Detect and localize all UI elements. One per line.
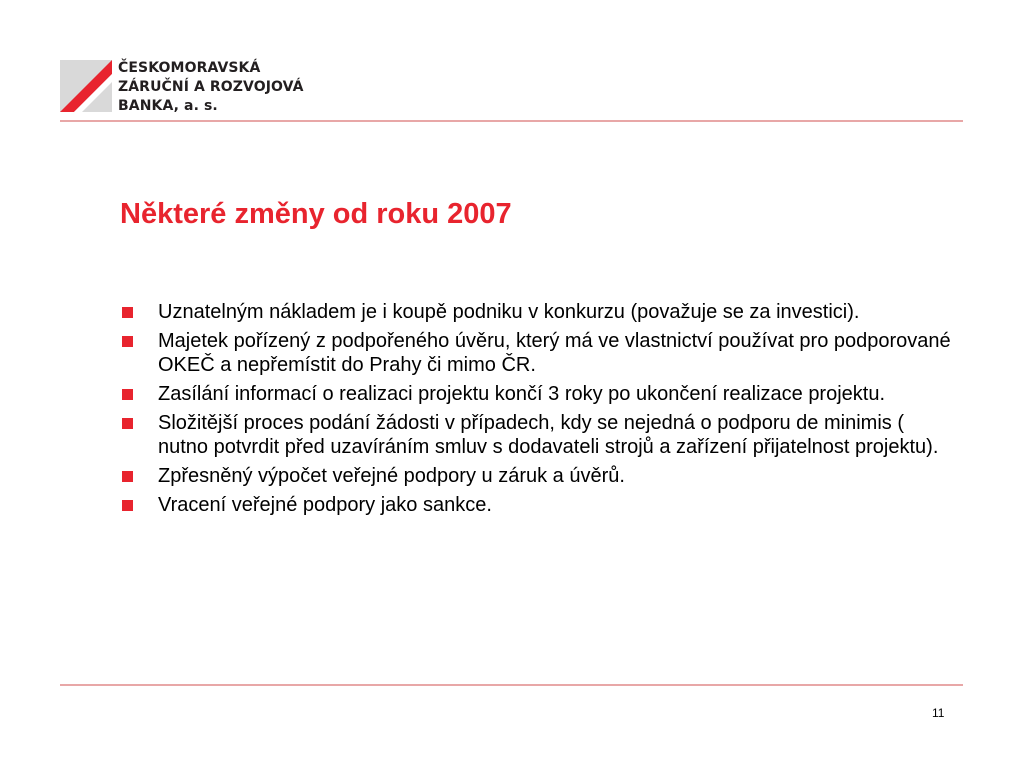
bullet-item <box>122 300 952 324</box>
brand-name <box>118 59 304 116</box>
header-divider <box>60 120 963 122</box>
bullet-square-icon <box>122 500 133 511</box>
bullet-item <box>122 382 952 406</box>
bullet-square-icon <box>122 336 133 347</box>
bullet-square-icon <box>122 389 133 400</box>
bullet-text: Složitější proces podání žádosti v případech, kdy se nejedná o podporu de minimis ( nutno potvrdit před uzavíráním smluv s dodavateli strojů a zařízení přijatelnost projektu). <box>158 412 939 458</box>
bullet-text: Majetek pořízený z podpořeného úvěru, který má ve vlastnictví používat pro podporované OKEČ a nepřemístit do Prahy či mimo ČR. <box>158 330 951 376</box>
bullet-text: Vracení veřejné podpory jako sankce. <box>158 494 492 516</box>
bullet-item <box>122 493 952 517</box>
bank-logo <box>60 60 112 112</box>
footer-divider <box>60 684 963 686</box>
bullet-square-icon <box>122 418 133 429</box>
bullet-list <box>122 300 952 522</box>
bullet-text: Uznatelným nákladem je i koupě podniku v konkurzu (považuje se za investici). <box>158 301 860 323</box>
brand-line-3: BANKA, a. s. <box>118 98 218 114</box>
slide-title: Některé změny od roku 2007 <box>120 198 512 230</box>
bullet-square-icon <box>122 307 133 318</box>
brand-line-1: ČESKOMORAVSKÁ <box>118 60 261 76</box>
brand-line-2: ZÁRUČNÍ A ROZVOJOVÁ <box>118 79 304 95</box>
bullet-item <box>122 329 952 377</box>
bullet-item <box>122 411 952 459</box>
bullet-square-icon <box>122 471 133 482</box>
bullet-item <box>122 464 952 488</box>
page-number: 11 <box>932 706 945 720</box>
bullet-text: Zasílání informací o realizaci projektu končí 3 roky po ukončení realizace projektu. <box>158 383 886 405</box>
bullet-text: Zpřesněný výpočet veřejné podpory u záruk a úvěrů. <box>158 465 625 487</box>
